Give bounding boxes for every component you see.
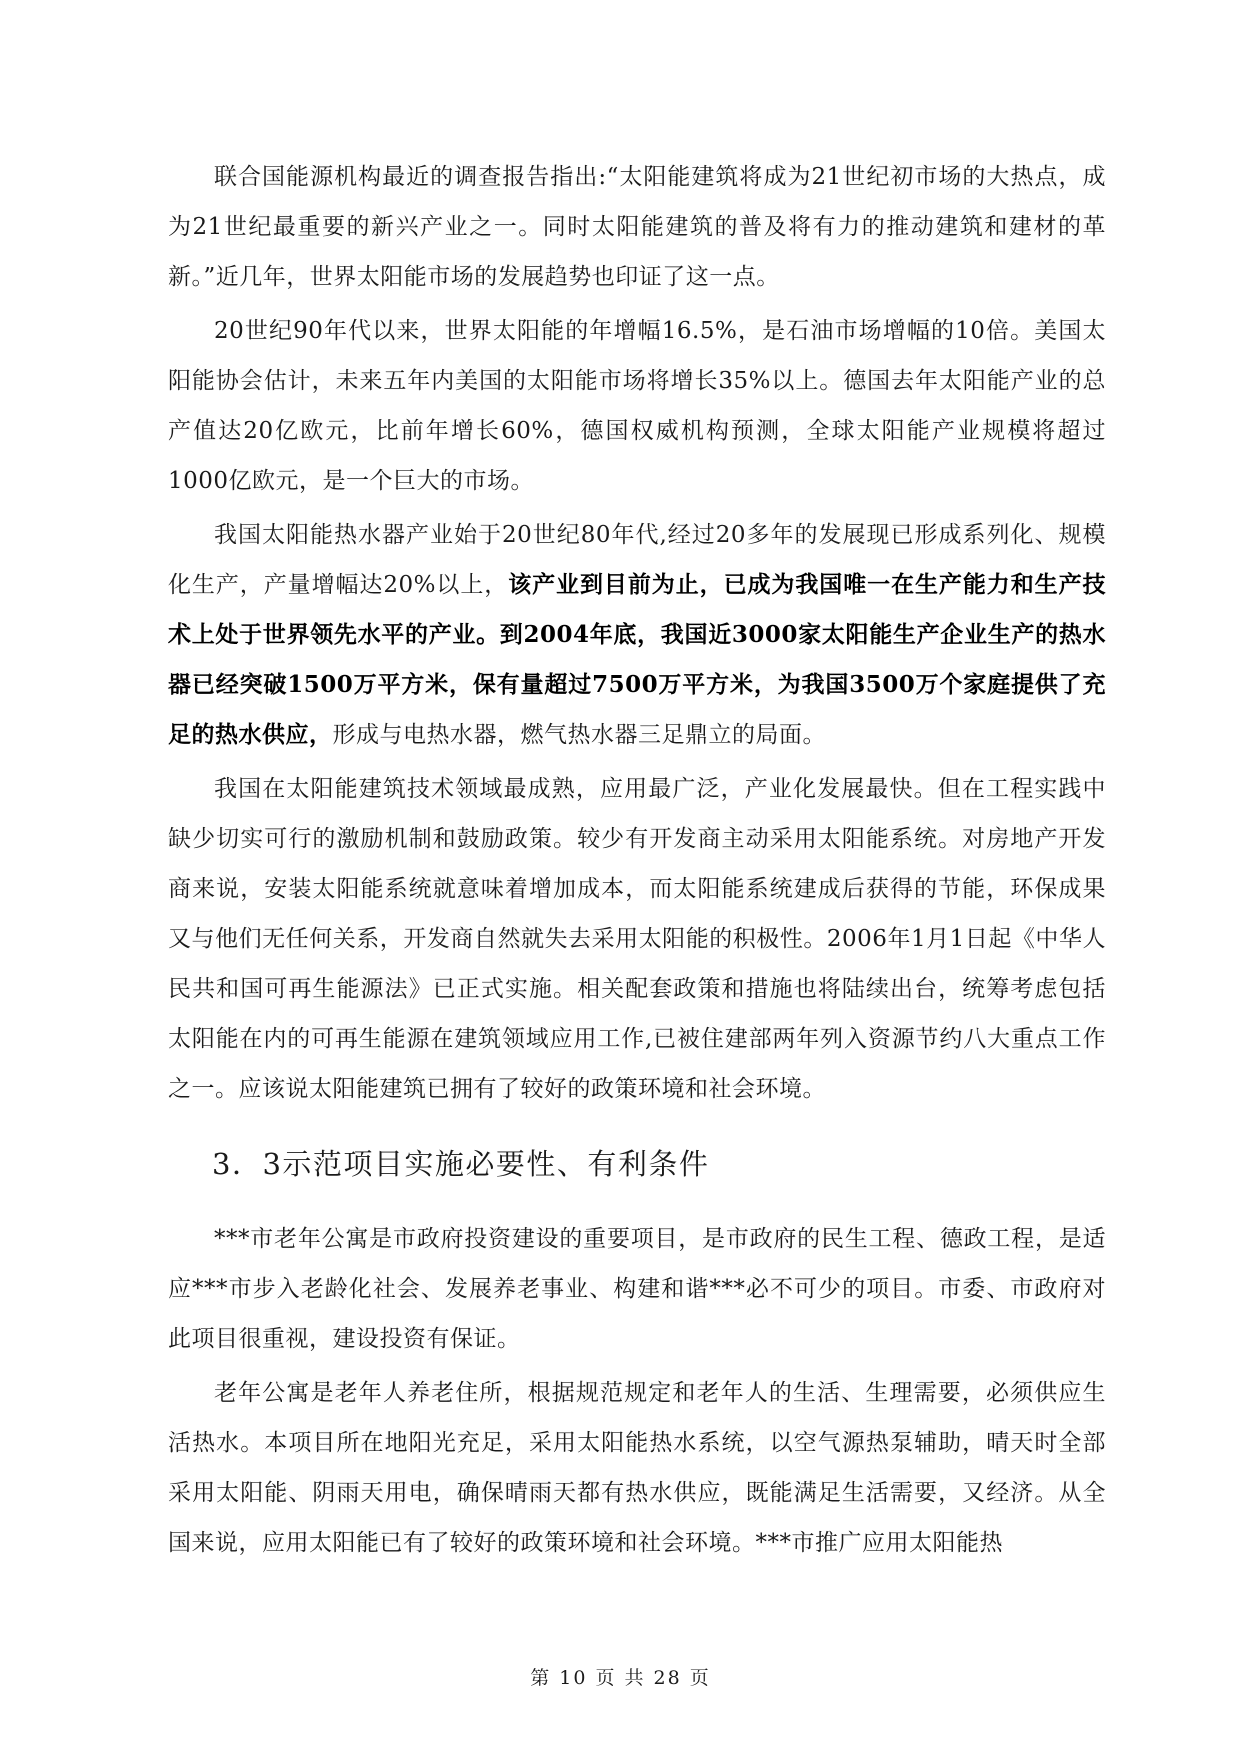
paragraph-un-report: 联合国能源机构最近的调查报告指出:“太阳能建筑将成为21世纪初市场的大热点，成为21世纪最重要的新兴产业之一。同时太阳能建筑的普及将有力的推动建筑和建材的革新。”近几年，世界太阳能市场的发展趋势也印证了这一点。: [168, 164, 1106, 290]
section-3-3: [168, 1144, 1106, 1568]
paragraph-hot-water-need: 老年公寓是老年人养老住所，根据规范规定和老年人的生活、生理需要，必须供应生活热水。本项目所在地阳光充足，采用太阳能热水系统，以空气源热泵辅助，晴天时全部采用太阳能、阴雨天用电，确保晴雨天都有热水供应，既能满足生活需要，又经济。从全国来说，应用太阳能已有了较好的政策环境和社会环境。***市推广应用太阳能热: [168, 1380, 1106, 1556]
paragraph-text-before: 我国太阳能热水器产业始于20世纪80年代,经过20多年的发展现已形成系列化、规模化生产，产量增幅达20%以上，: [168, 522, 1106, 598]
paragraph-bold-highlight: 该产业到目前为止，已成为我国唯一在生产能力和生产技术上处于世界领先水平的产业。到2004年底，我国近3000家太阳能生产企业生产的热水器已经突破1500万平方米，保有量超过7500万平方米，为我国3500万个家庭提供了充足的热水供应，: [168, 571, 1107, 748]
page-number-footer: 第 10 页 共 28 页: [530, 1667, 711, 1689]
paragraph-building-tech-policy: 我国在太阳能建筑技术领域最成熟，应用最广泛，产业化发展最快。但在工程实践中缺少切实可行的激励机制和鼓励政策。较少有开发商主动采用太阳能系统。对房地产开发商来说，安装太阳能系统就意味着增加成本，而太阳能系统建成后获得的节能，环保成果又与他们无任何关系，开发商自然就失去采用太阳能的积极性。2006年1月1日起《中华人民共和国可再生能源法》已正式实施。相关配套政策和措施也将陆续出台，统筹考虑包括太阳能在内的可再生能源在建筑领域应用工作,已被住建部两年列入资源节约八大重点工作之一。应该说太阳能建筑已拥有了较好的政策环境和社会环境。: [168, 776, 1106, 1102]
paragraph-world-solar-growth: 20世纪90年代以来，世界太阳能的年增幅16.5%，是石油市场增幅的10倍。美国太阳能协会估计，未来五年内美国的太阳能市场将增长35%以上。德国去年太阳能产业的总产值达20亿欧元，比前年增长60%，德国权威机构预测，全球太阳能产业规模将超过1000亿欧元，是一个巨大的市场。: [168, 318, 1106, 494]
section-heading: 3．3示范项目实施必要性、有利条件: [212, 1147, 710, 1181]
document-body: [168, 152, 1106, 1572]
paragraph-china-water-heater-industry: [168, 510, 1106, 760]
paragraph-text-after: 形成与电热水器，燃气热水器三足鼎立的局面。: [332, 722, 826, 748]
paragraph-elderly-apartment-project: ***市老年公寓是市政府投资建设的重要项目，是市政府的民生工程、德政工程，是适应***市步入老龄化社会、发展养老事业、构建和谐***必不可少的项目。市委、市政府对此项目很重视，建设投资有保证。: [168, 1226, 1106, 1352]
